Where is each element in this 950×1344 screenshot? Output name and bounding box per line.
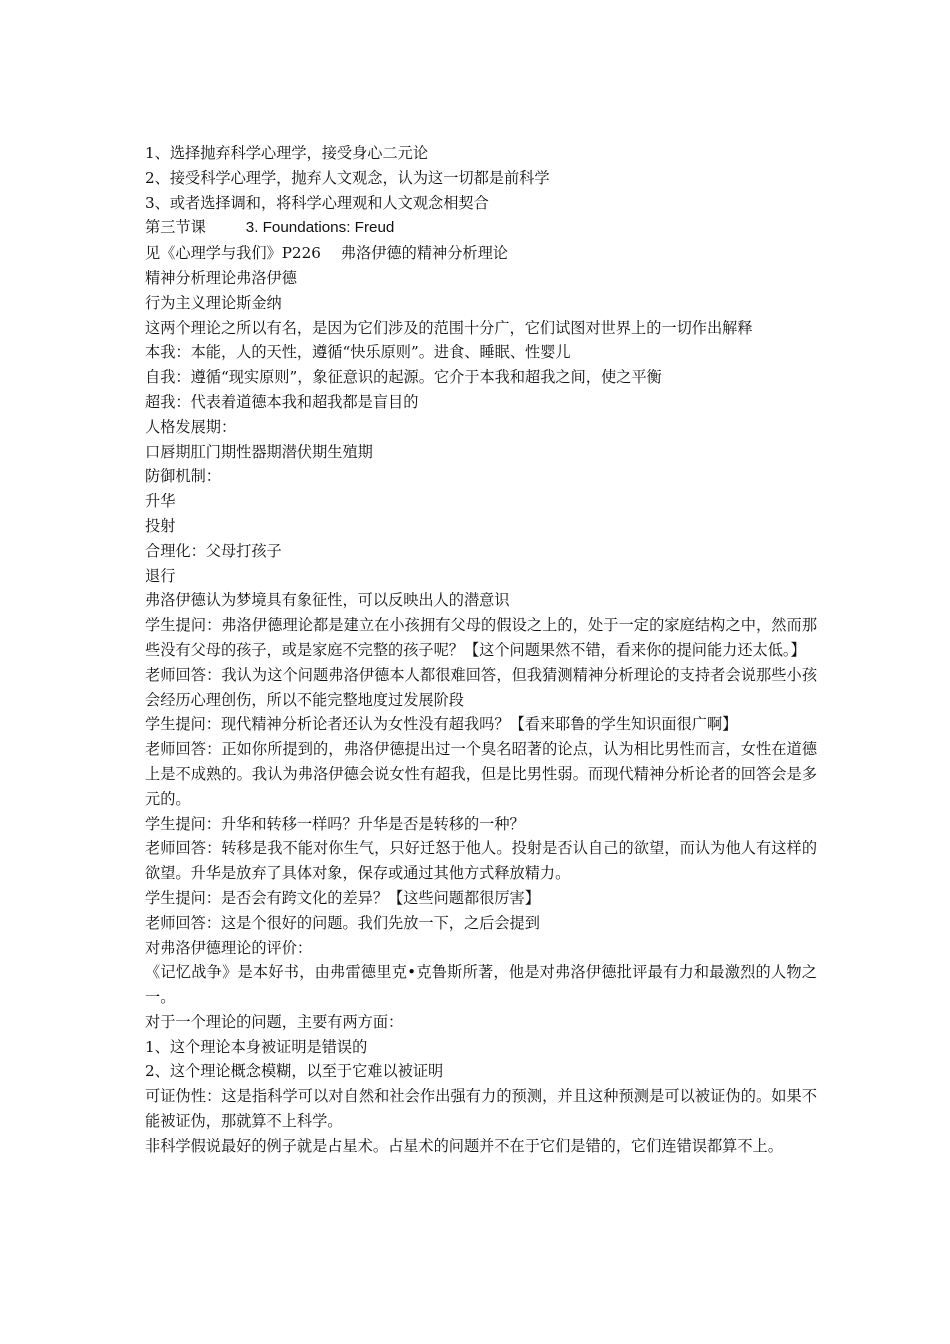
- student-question: 学生提问：升华和转移一样吗？升华是否是转移的一种？: [145, 814, 525, 833]
- teacher-answer: 老师回答：我认为这个问题弗洛伊德本人都很难回答，但我猜测精神分析理论的支持者会说那些小孩会经历心理创伤，所以不能完整地度过发展阶段: [145, 665, 817, 709]
- teacher-answer: 老师回答：转移是我不能对你生气，只好迁怒于他人。投射是否认自己的欲望，而认为他人有这样的欲望。升华是放弃了具体对象，保存或通过其他方式释放精力。: [145, 839, 817, 883]
- text-line: 2、接受科学心理学，抛弃人文观念，认为这一切都是前科学: [145, 168, 550, 187]
- student-question: 学生提问：弗洛伊德理论都是建立在小孩拥有父母的假设之上的，处于一定的家庭结构之中，然而那些没有父母的孩子，或是家庭不完整的孩子呢？【这个问题果然不错，看来你的提问能力还太低。】: [145, 616, 817, 659]
- text-line: 超我：代表着道德本我和超我都是盲目的: [145, 392, 419, 411]
- text-line: 1、选择抛弃科学心理学，接受身心二元论: [145, 144, 429, 162]
- text-line: 口唇期肛门期性器期潜伏期生殖期: [145, 442, 373, 461]
- teacher-answer: 老师回答：正如你所提到的，弗洛伊德提出过一个臭名昭著的论点，认为相比男性而言，女性在道德上是不成熟的。我认为弗洛伊德会说女性有超我，但是比男性弱。而现代精神分析论者的回答会是多元的。: [145, 740, 817, 808]
- text-line: 退行: [145, 566, 176, 585]
- text-line: 2、这个理论概念模糊，以至于它难以被证明: [145, 1062, 444, 1081]
- document-body: [145, 141, 817, 1159]
- text-line: 1、这个理论本身被证明是错误的: [145, 1037, 368, 1056]
- text-line: 行为主义理论斯金纳: [145, 293, 282, 312]
- text-line: 3、或者选择调和，将科学心理观和人文观念相契合: [145, 193, 489, 212]
- text-line: 投射: [145, 516, 176, 535]
- student-question: 学生提问：是否会有跨文化的差异？【这些问题都很厉害】: [145, 888, 540, 907]
- section-label: 第三节课: [145, 218, 206, 237]
- text-line: 对弗洛伊德理论的评价：: [145, 938, 313, 957]
- text-line: 对于一个理论的问题，主要有两方面：: [145, 1012, 404, 1031]
- text-line: 可证伪性：这是指科学可以对自然和社会作出强有力的预测，并且这种预测是可以被证伪的。如果不能被证伪，那就算不上科学。: [145, 1087, 817, 1131]
- text-line: 精神分析理论弗洛伊德: [145, 268, 297, 287]
- student-question: 学生提问：现代精神分析论者还认为女性没有超我吗？【看来耶鲁的学生知识面很广啊】: [145, 715, 738, 734]
- text-line: 人格发展期：: [145, 417, 237, 436]
- text-line: 本我：本能，人的天性，遵循“快乐原则”。进食、睡眠、性婴儿: [145, 343, 571, 362]
- text-line: 防御机制：: [145, 467, 221, 486]
- text-line: 这两个理论之所以有名，是因为它们涉及的范围十分广，它们试图对世界上的一切作出解释: [145, 318, 753, 337]
- reference-line: [145, 241, 817, 266]
- text-line: 弗洛伊德认为梦境具有象征性，可以反映出人的潜意识: [145, 591, 510, 610]
- reference-topic: 弗洛伊德的精神分析理论: [340, 244, 508, 263]
- text-line: 合理化：父母打孩子: [145, 541, 282, 560]
- text-line: 自我：遵循“现实原则”，象征意识的起源。它介于本我和超我之间，使之平衡: [145, 368, 662, 387]
- text-line: 非科学假说最好的例子就是占星术。占星术的问题并不在于它们是错的，它们连错误都算不上。: [145, 1136, 783, 1155]
- section-heading-line: [145, 215, 817, 241]
- text-line: 《记忆战争》是本好书，由弗雷德里克•克鲁斯所著，他是对弗洛伊德批评最有力和最激烈的人物之一。: [145, 963, 817, 1007]
- teacher-answer: 老师回答：这是个很好的问题。我们先放一下，之后会提到: [145, 913, 540, 932]
- book-reference: 见《心理学与我们》P226: [145, 244, 321, 263]
- section-title: 3. Foundations: Freud: [245, 219, 395, 237]
- text-line: 升华: [145, 492, 176, 511]
